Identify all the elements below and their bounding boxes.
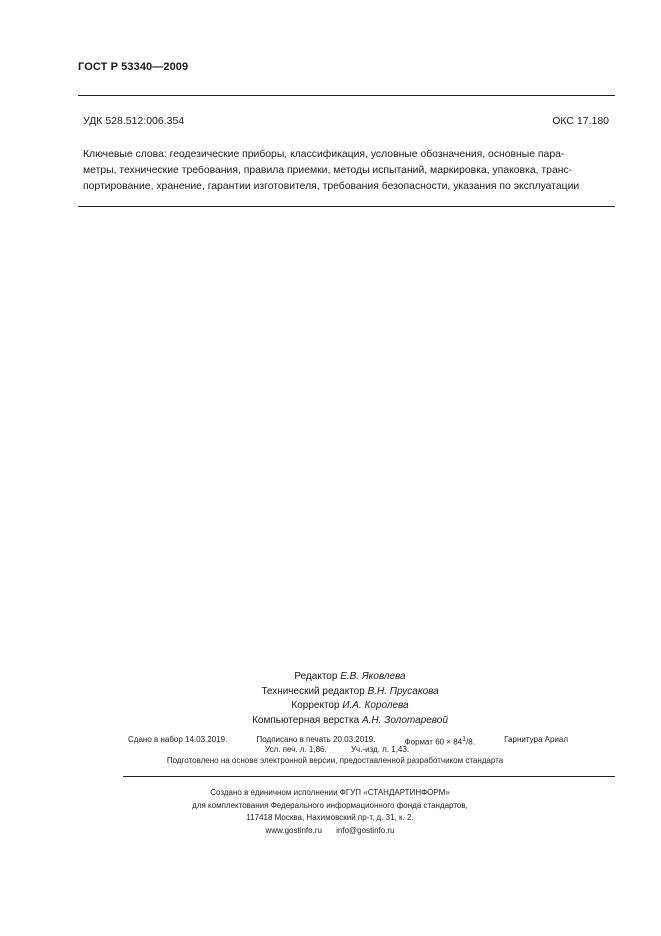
udk-code: УДК 528.512:006.354 bbox=[83, 115, 185, 127]
keywords-line: метры, технические требования, правила приемки, методы испытаний, маркировка, упаковка, транс- bbox=[83, 165, 573, 176]
footer-line: для комплектования Федерального информационного фонда стандартов, bbox=[192, 800, 468, 810]
layout-role: Компьютерная верстка bbox=[252, 714, 360, 726]
oks-code: ОКС 17.180 bbox=[552, 115, 609, 127]
keywords-paragraph bbox=[83, 147, 609, 195]
paper-format: Формат $60 \times 84^1/8$. bbox=[404, 736, 475, 747]
print-sheets: Усл. печ. л. 1,86. bbox=[265, 745, 327, 754]
divider-footer bbox=[123, 776, 615, 777]
website-link[interactable]: www.gostinfo.ru bbox=[265, 825, 322, 835]
editor-role: Редактор bbox=[294, 671, 338, 682]
keywords-line: Ключевые слова: геодезические приборы, классификация, условные обозначения, основные пара- bbox=[83, 149, 565, 160]
publisher-footer bbox=[140, 787, 520, 837]
corrector-line bbox=[200, 699, 500, 714]
credits-block bbox=[200, 670, 500, 728]
editor-line bbox=[200, 670, 500, 685]
publisher-sheets: Уч.-изд. л. 1,43. bbox=[350, 745, 410, 754]
footer-line: Создано в единичном исполнении ФГУП «СТАНДАРТИНФОРМ» bbox=[210, 788, 450, 797]
submitted-date: Сдано в набор 14.03.2019. bbox=[128, 735, 228, 744]
editor-name: Е.В. Яковлева bbox=[340, 671, 406, 682]
layout-line bbox=[200, 714, 500, 729]
divider-keywords bbox=[78, 206, 615, 207]
footer-contacts bbox=[140, 825, 520, 838]
font-info: Гарнитура Ариал bbox=[504, 735, 568, 744]
corrector-name: И.А. Королева bbox=[342, 700, 409, 711]
tech-editor-line bbox=[200, 685, 500, 700]
signed-date: Подписано в печать 20.03.2019. bbox=[256, 735, 376, 744]
prepared-note: Подготовлено на основе электронной версии, предоставленной разработчиком стандарта bbox=[166, 756, 504, 765]
layout-name: А.Н. Золотаревой bbox=[361, 714, 448, 726]
standard-code: ГОСТ Р 53340—2009 bbox=[78, 61, 189, 73]
sheets-info bbox=[265, 745, 431, 754]
divider-top bbox=[78, 95, 615, 96]
email-link[interactable]: info@gostinfo.ru bbox=[336, 825, 395, 835]
footer-address: 117418 Москва, Нахимовский пр-т, д. 31, к. 2. bbox=[246, 813, 414, 822]
keywords-line: портирование, хранение, гарантии изготовителя, требования безопасности, указания по эксплуатации bbox=[83, 181, 580, 192]
tech-editor-role: Технический редактор bbox=[261, 685, 365, 697]
tech-editor-name: В.Н. Прусакова bbox=[367, 685, 439, 697]
corrector-role: Корректор bbox=[291, 700, 340, 711]
